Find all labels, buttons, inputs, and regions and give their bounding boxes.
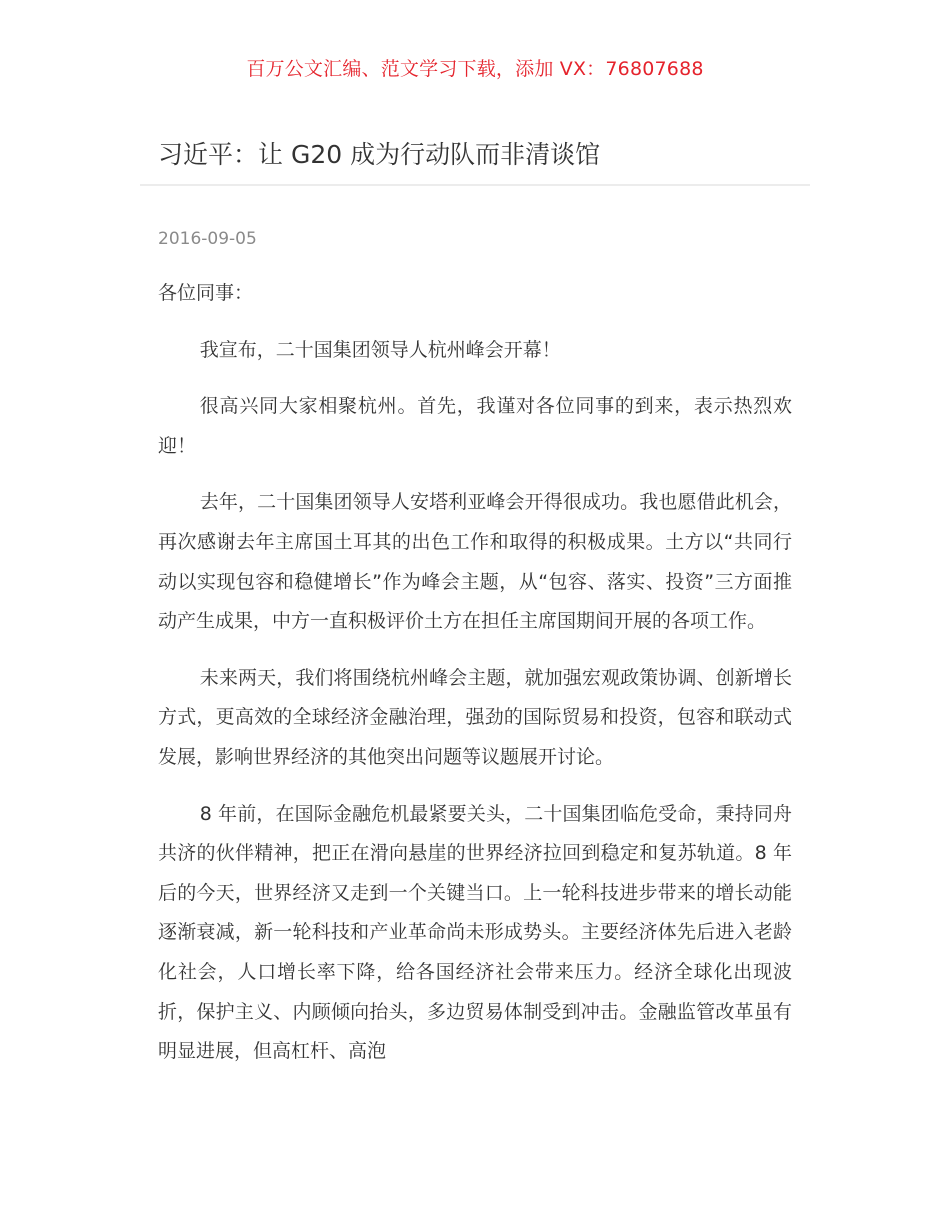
paragraph: 我宣布，二十国集团领导人杭州峰会开幕！ xyxy=(199,338,561,361)
article-title: 习近平：让 G20 成为行动队而非清谈馆 xyxy=(158,140,601,169)
title-divider xyxy=(140,184,810,186)
article-body xyxy=(158,274,792,1089)
paragraph: 8 年前，在国际金融危机最紧要关头，二十国集团临危受命，秉持同舟共济的伙伴精神，把正在滑向悬崖的世界经济拉回到稳定和复苏轨道。8 年后的今天，世界经济又走到一个关键当口。上一轮科技进步带来的增长动能逐渐衰减，新一轮科技和产业革命尚未形成势头。主要经济体先后进入老龄化社会，人口增长率下降，给各国经济社会带来压力。经济全球化出现波折，保护主义、内顾倾向抬头，多边贸易体制受到冲击。金融监管改革虽有明显进展，但高杠杆、高泡 xyxy=(158,802,792,1063)
paragraph: 未来两天，我们将围绕杭州峰会主题，就加强宏观政策协调、创新增长方式，更高效的全球经济金融治理，强劲的国际贸易和投资，包容和联动式发展，影响世界经济的其他突出问题等议题展开讨论。 xyxy=(158,666,792,768)
salutation: 各位同事： xyxy=(158,282,254,304)
publish-date: 2016-09-05 xyxy=(158,229,257,249)
paragraph: 去年，二十国集团领导人安塔利亚峰会开得很成功。我也愿借此机会，再次感谢去年主席国土耳其的出色工作和取得的积极成果。土方以“共同行动以实现包容和稳健增长”作为峰会主题，从“包容、落实、投资”三方面推动产生成果，中方一直积极评价土方在担任主席国期间开展的各项工作。 xyxy=(158,491,792,633)
paragraph: 很高兴同大家相聚杭州。首先，我谨对各位同事的到来，表示热烈欢迎！ xyxy=(158,395,792,457)
promo-banner: 百万公文汇编、范文学习下载，添加 VX：76807688 xyxy=(246,58,704,80)
